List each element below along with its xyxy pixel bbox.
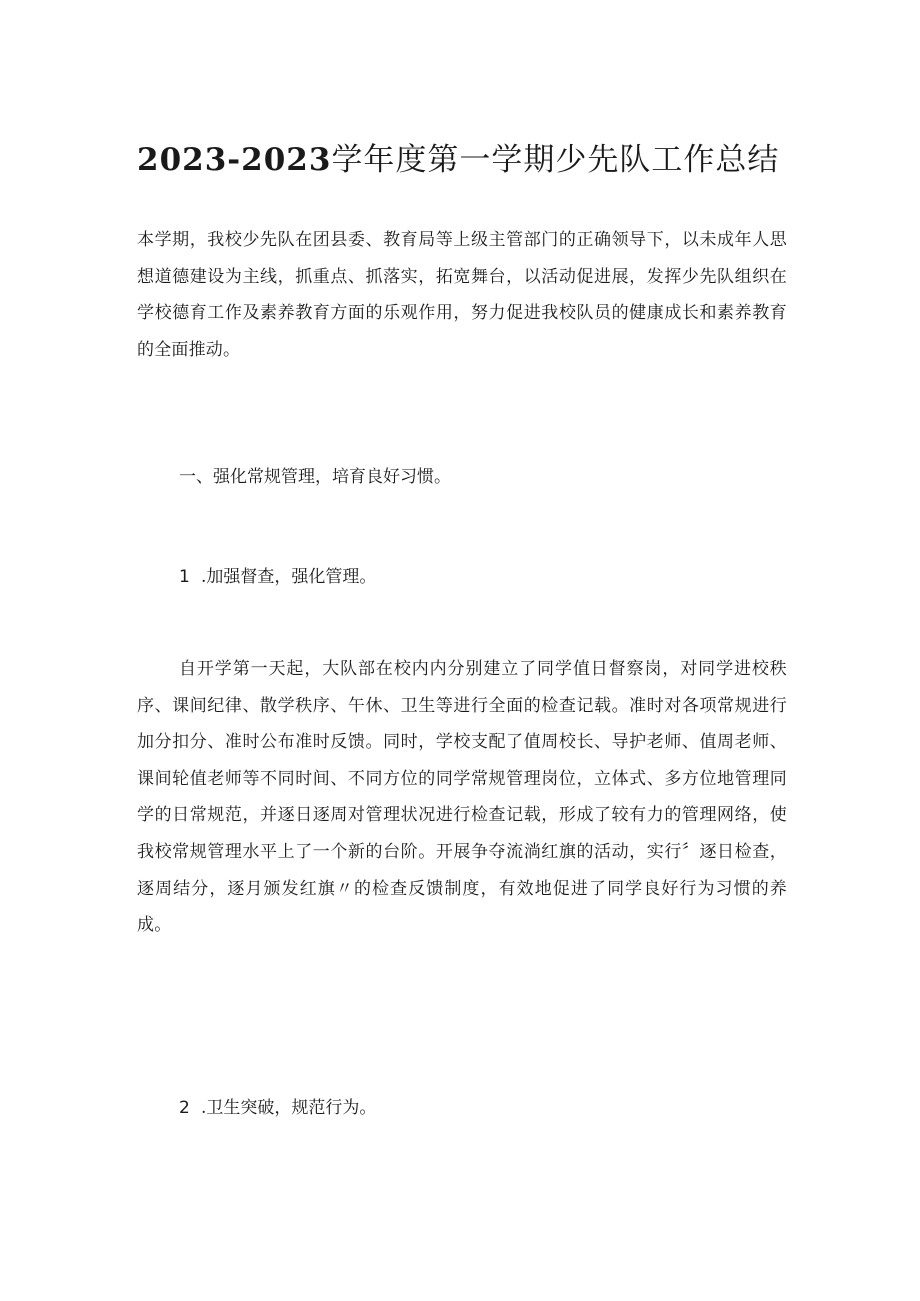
item-number-2: 2 xyxy=(179,1098,190,1118)
document-title xyxy=(137,138,797,182)
item-heading-1 xyxy=(179,559,779,595)
intro-paragraph: 本学期，我校少先队在团县委、教育局等上级主管部门的正确领导下，以未成年人思想道德建设为主线，抓重点、抓落实，拓宽舞台，以活动促进展，发挥少先队组织在学校德育工作及素养教育方面的乐观作用，努力促进我校队员的健康成长和素养教育的全面推动。 xyxy=(137,230,787,360)
item-heading-text-2: .卫生突破，规范行为。 xyxy=(201,1098,377,1118)
title-year: 2023-2023 xyxy=(137,142,332,178)
item-heading-2 xyxy=(179,1090,779,1126)
item-number-1: 1 xyxy=(179,567,190,587)
section-heading-1: 一、强化常规管理，培育良好习惯。 xyxy=(179,467,451,487)
title-text: 学年度第一学期少先队工作总结 xyxy=(331,142,780,178)
item-body-1: 自开学第一天起，大队部在校内内分别建立了同学值日督察岗，对同学进校秩序、课间纪律、散学秩序、午休、卫生等进行全面的检查记载。准时对各项常规进行加分扣分、准时公布准时反馈。同时，学校支配了值周校长、导护老师、值周老师、课间轮值老师等不同时间、不同方位的同学常规管理岗位，立体式、多方位地管理同学的日常规范，并逐日逐周对管理状况进行检查记载，形成了较有力的管理网络，使我校常规管理水平上了一个新的台阶。开展争夺流淌红旗的活动，实行〞逐日检查，逐周结分，逐月颁发红旗〃的检查反馈制度，有效地促进了同学良好行为习惯的养成。 xyxy=(137,659,787,936)
item-heading-text-1: .加强督查，强化管理。 xyxy=(201,567,377,587)
